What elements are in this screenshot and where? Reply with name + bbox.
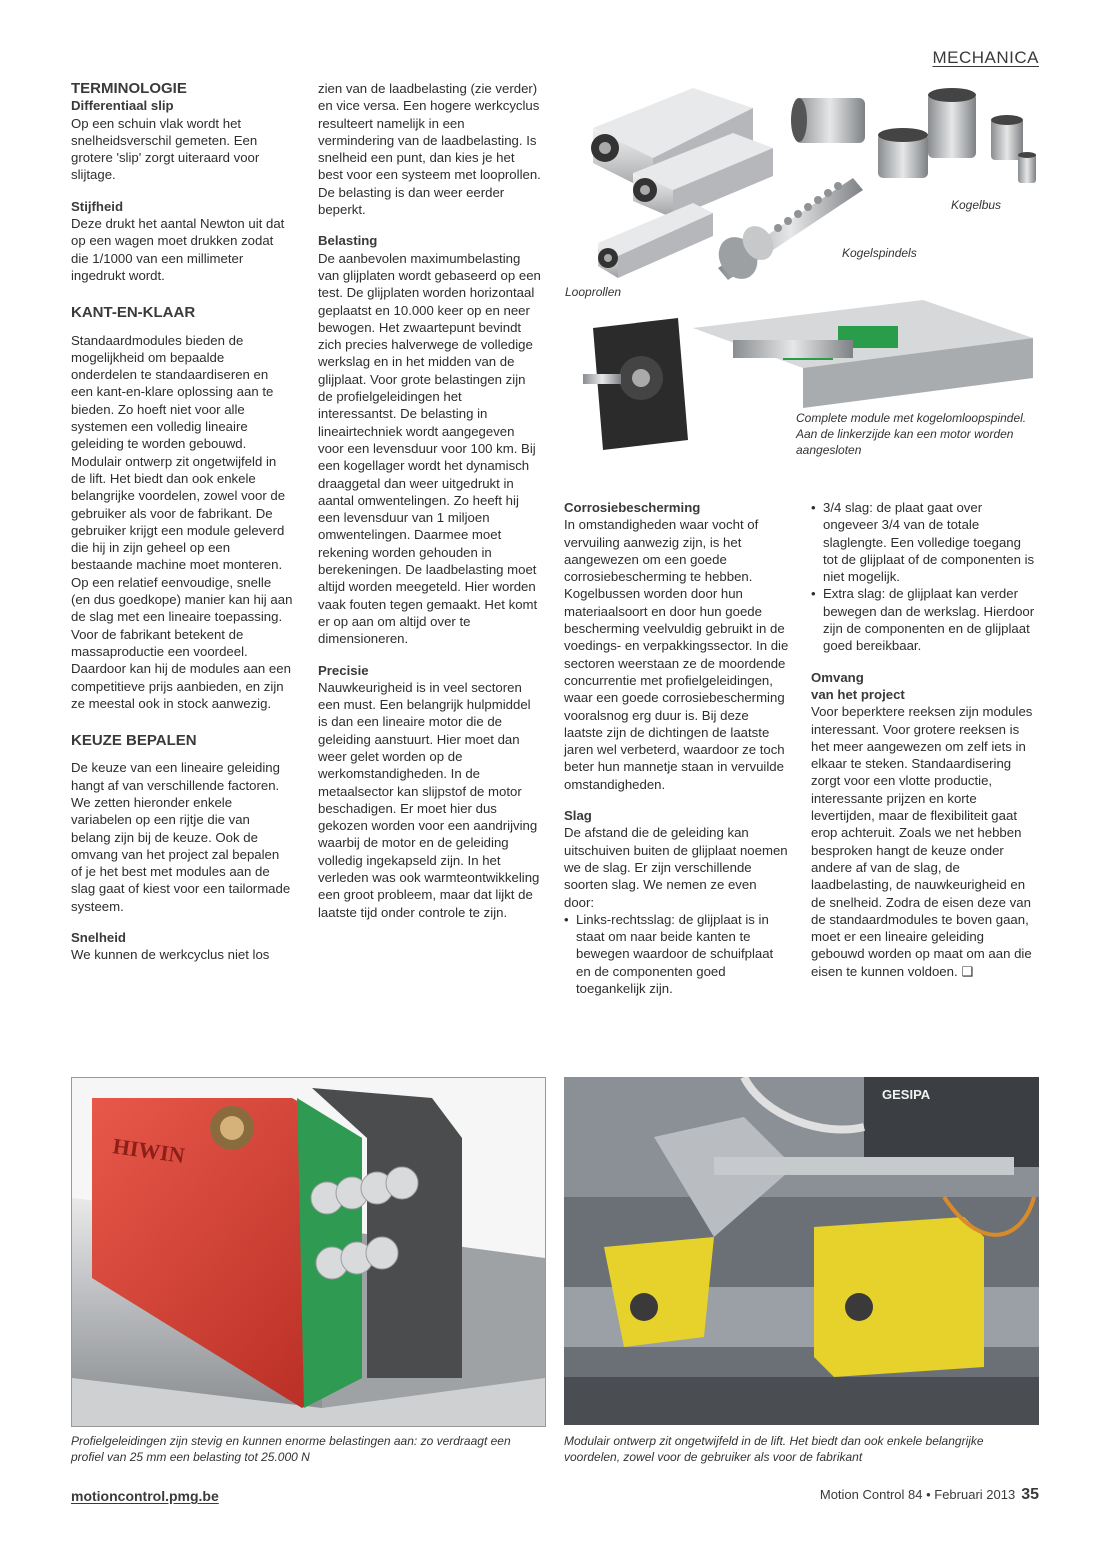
- label-kogelspindels: Kogelspindels: [842, 246, 917, 260]
- photo-profielgeleiding: [71, 1077, 546, 1427]
- text-keuze-bepalen: De keuze van een lineaire geleiding hangt af van verschillende factoren. We zetten hieronder enkele variabelen op een rijtje die van belang zijn bij de keuze. Ook de omvang van het project zal bepalen of je het best met modules aan de slag gaat of kiest voor een tailormade systeem.: [71, 760, 291, 914]
- caption-modulair-ontwerp: Modulair ontwerp zit ongetwijfeld in de lift. Het biedt dan ook enkele belangrijke voordelen, zowel voor de gebruiker als voor de fabrikant: [564, 1434, 984, 1464]
- bullet-list-slag-cont: [811, 499, 1039, 655]
- subheading-stijfheid: Stijfheid: [71, 198, 124, 214]
- heading-terminologie: TERMINOLOGIE: [71, 80, 187, 97]
- profielgeleiding-illustration: [72, 1078, 545, 1426]
- heading-kant-en-klaar: KANT-EN-KLAAR: [71, 304, 196, 322]
- caption-complete-module: Complete module met kogelomloopspindel. Aan de linkerzijde kan een motor worden aangesloten: [796, 411, 1027, 457]
- column-3: [564, 499, 789, 997]
- text-differentiaal-slip: Op een schuin vlak wordt het snelheidsverschil gemeten. Een grotere 'slip' zorgt uiteraard voor slijtage.: [71, 115, 260, 183]
- text-snelheid-cont: zien van de laadbelasting (zie verder) en vice versa. Een hogere werkcyclus resulteert namelijk in een vermindering van de laadbelasting. Is snelheid een punt, dan kies je het best voor een systeem met looprollen. De belasting is dan weer eerder beperkt.: [318, 81, 541, 218]
- subheading-precisie: Precisie: [318, 662, 369, 678]
- product-figure: [563, 78, 1039, 478]
- text-stijfheid: Deze drukt het aantal Newton uit dat op een wagen moet drukken zodat die 1/1000 van een millimeter ingedrukt wordt.: [71, 216, 285, 283]
- footer-url[interactable]: motioncontrol.pmg.be: [71, 1488, 219, 1504]
- issue-info: Motion Control 84 • Februari 2013: [819, 1487, 1016, 1502]
- text-snelheid: We kunnen de werkcyclus niet los: [71, 947, 270, 963]
- column-1: [71, 80, 293, 964]
- subheading-omvang: Omvang: [811, 669, 864, 685]
- text-omvang: Voor beperktere reeksen zijn modules interessant. Voor grotere reeksen is het meer aangewezen om zelf iets in elkaar te steken. Standaardisering zorgt voor een vlotte productie, interessante prijzen en korte levertijden, maar de flexibiliteit gaat erop achteruit. Zoals we net hebben besproken hangt de keuze onder andere af van de slag, de laadbelasting, de nauwkeurigheid en de snelheid. Zodra de eisen deze van de standaardmodules te boven gaan, moet er een lineaire geleiding gebouwd worden op maat om aan die eisen te kunnen voldoen. ❑: [811, 704, 1033, 979]
- label-looprollen: Looprollen: [565, 285, 622, 299]
- subheading-van-het-project: van het project: [811, 686, 905, 702]
- subheading-differentiaal-slip: Differentiaal slip: [71, 98, 174, 114]
- label-kogelbus: Kogelbus: [951, 198, 1002, 212]
- text-precisie: Nauwkeurigheid is in veel sectoren een must. Een belangrijk hulpmiddel is dan een lineaire motor die de geleiding aanstuurt. Hier moet dan weer gelet worden op de werkomstandigheden. In de metaalsector kan slijpstof de motor beschadigen. Er moet hier dus gekozen worden voor een aandrijving waarbij de motor en de geleiding volledig ingekapseld zijn. In het verleden was ook warmteontwikkeling een groot probleem, maar dat lijkt de laatste tijd onder controle te zijn.: [318, 679, 540, 920]
- subheading-slag: Slag: [564, 808, 592, 824]
- end-mark: ❑: [961, 963, 974, 979]
- text-belasting: De aanbevolen maximumbelasting van glijplaten wordt gebaseerd op een test. De glijplaten worden horizontaal geplaatst en 10.000 keer op en neer bewogen. Het zwaartepunt bevindt zich precies halverwege de volledige werkslag en in het midden van de glijplaat. Voor grote belastingen zijn de profielgeleidingen het interessantst. De belasting in lineairtechniek wordt aangegeven voor een levensduur voor 100 km. Bij een kogellager wordt het dynamisch draaggetal dan weer uitgedrukt in aantal omwentelingen. Zo heeft hij een levensduur van 1 miljoen omwentelingen. Daarmee moet rekening worden gehouden in berekeningen. De laadbelasting moet altijd worden meegeteld. Hier worden vaak fouten tegen gemaakt. Het komt er op aan om altijd over te dimensioneren.: [318, 250, 541, 647]
- subheading-belasting: Belasting: [318, 233, 378, 249]
- caption-profielgeleiding: Profielgeleidingen zijn stevig en kunnen enorme belastingen aan: zo verdraagt een profiel van 25 mm een belasting tot 25.000 N: [71, 1434, 511, 1464]
- column-4: [811, 499, 1039, 980]
- text-slag: De afstand die de geleiding kan uitschuiven buiten de glijplaat noemen we de slag. Er zijn verschillende soorten slag. We nemen ze even door:: [564, 825, 788, 910]
- brand-logo: GESIPA: [882, 1087, 931, 1102]
- heading-keuze-bepalen: KEUZE BEPALEN: [71, 732, 197, 750]
- bullet-list-slag: [564, 911, 789, 997]
- page-number: 35: [1021, 1486, 1039, 1503]
- kogelbus-image: [791, 88, 1036, 183]
- modulair-ontwerp-illustration: [564, 1077, 1039, 1425]
- section-tag: MECHANICA: [932, 48, 1039, 67]
- subheading-snelheid: Snelheid: [71, 930, 126, 946]
- subheading-corrosiebescherming: Corrosiebescherming: [564, 500, 701, 515]
- brand-logo: HIWIN: [111, 1133, 187, 1168]
- text-kant-en-klaar: Standaardmodules bieden de mogelijkheid om bepaalde onderdelen te standaardiseren en een kant-en-klare oplossing aan te bieden. Zo hoeft niet voor alle systemen een volledig lineaire geleiding te worden gebouwd. Modulair ontwerp zit ongetwijfeld in de lift. Het biedt dan ook enkele belangrijke voordelen, zowel voor de gebruiker als voor de fabrikant. De gebruiker krijgt een module geleverd die hij in zijn geheel op een bestaande machine moet monteren. Op een relatief eenvoudige, snelle (en dus goedkope) manier kan hij aan de slag met een lineaire toepassing. Voor de fabrikant betekent de massaproductie een voordeel. Daardoor kan hij de modules aan een competitieve prijs aanbieden, en zijn ze meestal ook in stock aanwezig.: [71, 332, 293, 711]
- text-corrosiebescherming: In omstandigheden waar vocht of vervuiling aanwezig zijn, is het aangewezen om een goede corrosiebescherming te hebben. Kogelbussen worden door hun materiaalsoort en door hun goede bescherming veelvuldig gebruikt in de voedings- en verpakkingssector. In die sectoren weerstaan ze de moordende concurrentie met profielgeleidingen, waar een goede corrosiebescherming vooralsnog erg duur is. Bij deze laatste zijn de dichtingen de laatste jaren wel verbeterd, waardoor ze toch beter hun mannetje staan in vervuilde omstandigheden.: [564, 517, 789, 792]
- bullet-links-rechtsslag: • Links-rechtsslag: de glijplaat is in staat om naar beide kanten te bewegen waardoor de schuifplaat en de componenten goed toegankelijk zijn.: [564, 911, 789, 997]
- photo-modulair-ontwerp: [564, 1077, 1039, 1425]
- footer-issue: [820, 1486, 1039, 1504]
- kogelspindel-image: [711, 178, 863, 286]
- column-2: [318, 80, 543, 921]
- bullet-3-4-slag: • 3/4 slag: de plaat gaat over ongeveer 3/4 van de totale slaglengte. Een volledige toegang tot de glijplaat of de componenten is niet mogelijk.: [811, 499, 1039, 585]
- bullet-extra-slag: • Extra slag: de glijplaat kan verder bewegen dan de werkslag. Hierdoor zijn de componenten en de glijplaat goed bereikbaar.: [811, 585, 1039, 654]
